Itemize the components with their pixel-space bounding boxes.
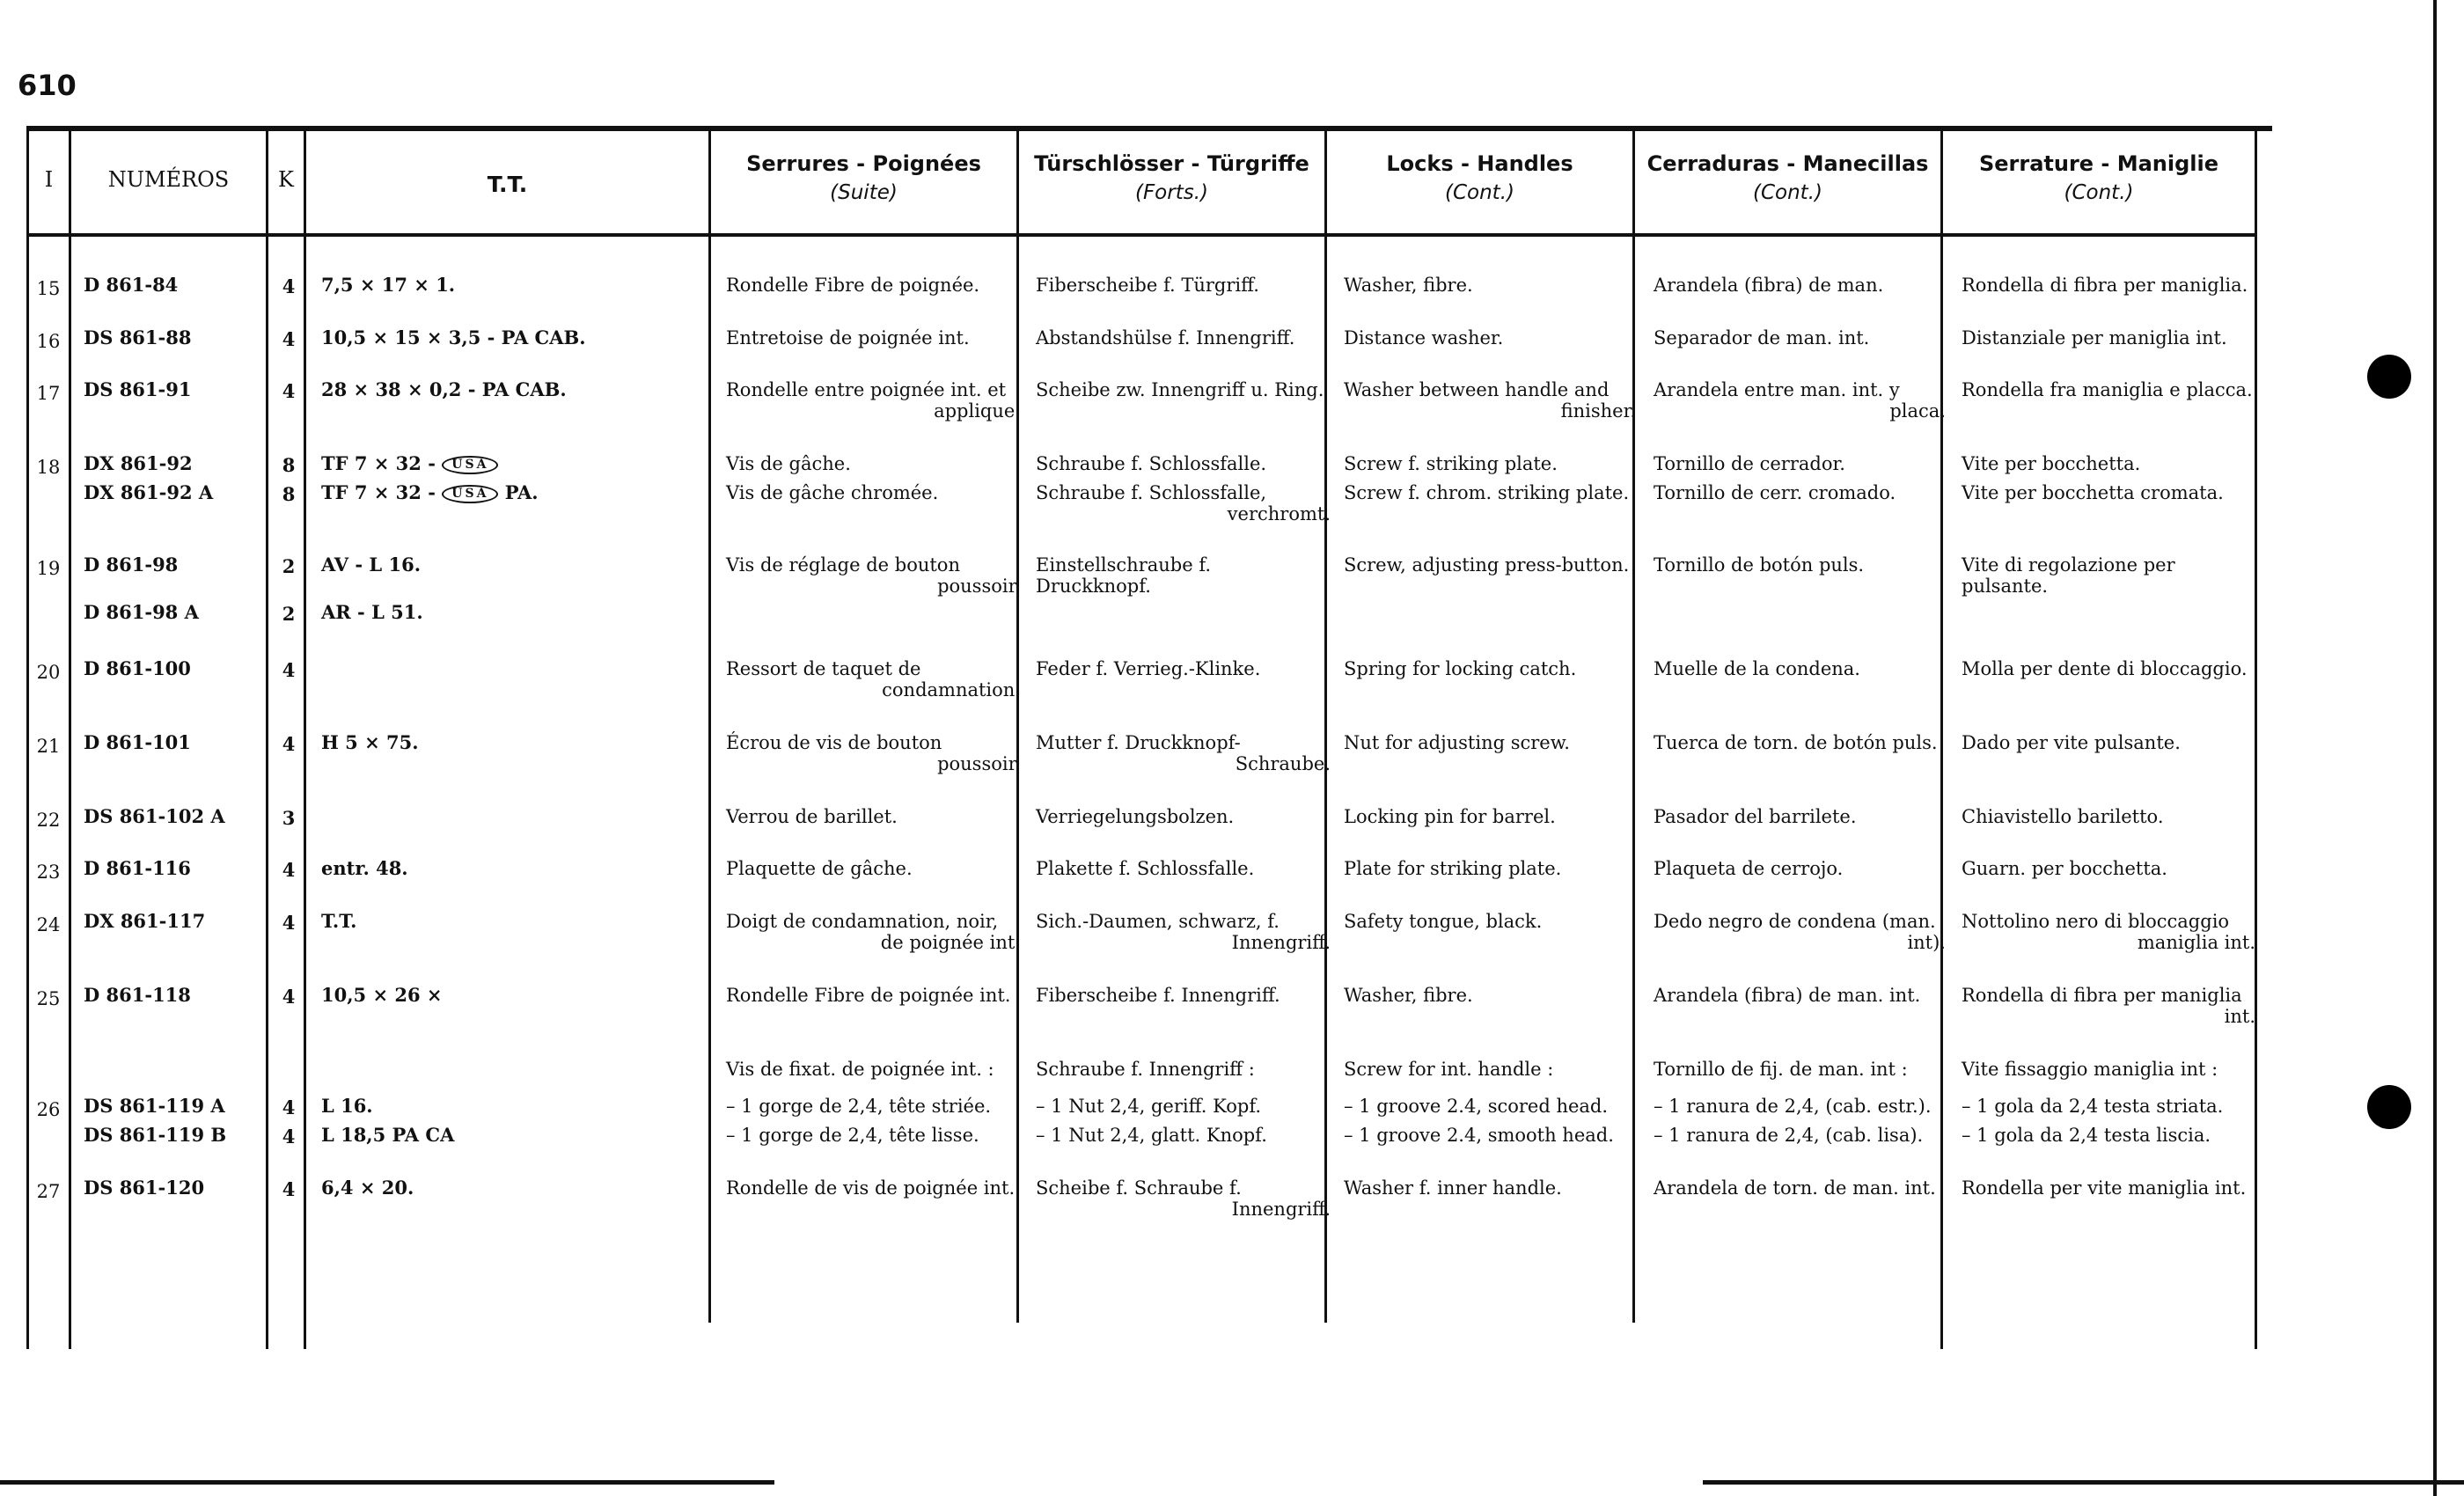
quantity-k: 4 (282, 380, 296, 402)
header-it-title: Serrature - Maniglie (1978, 151, 2219, 176)
quantity-k: 4 (282, 328, 296, 350)
desc-it-line: Vite per bocchetta. (1962, 453, 2141, 474)
quantity-k: 4 (282, 659, 296, 681)
header-numeros: NUMÉROS (107, 167, 230, 192)
desc-en-line: Screw f. chrom. striking plate. (1344, 482, 1630, 503)
row-index: 19 (36, 558, 61, 579)
desc-es-line: Arandela (fibra) de man. int. (1654, 985, 1921, 1006)
desc-it-line: Vite fissaggio maniglia int : (1962, 1059, 2218, 1080)
desc-de (1036, 1059, 1331, 1080)
desc-de-line: Verriegelungsbolzen. (1036, 806, 1235, 827)
row-index: 26 (36, 1099, 61, 1120)
header-en (1327, 151, 1632, 204)
desc-de (1036, 658, 1331, 679)
desc-es (1654, 327, 1946, 348)
usa-mark: USA (442, 456, 498, 474)
desc-fr (726, 911, 1021, 953)
quantity-k: 8 (282, 483, 296, 505)
desc-de-line: Feder f. Verrieg.-Klinke. (1036, 658, 1261, 679)
desc-es (1654, 1096, 1946, 1117)
desc-fr-line: Plaquette de gâche. (726, 858, 913, 879)
desc-de-line: Innengriff. (1231, 932, 1331, 953)
part-number: DS 861-88 (84, 326, 192, 348)
desc-fr-line: Rondelle entre poignée int. et (726, 379, 1007, 400)
desc-en-line: Screw f. striking plate. (1344, 453, 1558, 474)
tt-spec (321, 453, 708, 474)
row-index: 20 (36, 662, 61, 683)
desc-it (1962, 911, 2255, 953)
desc-de-line: Mutter f. Druckknopf- (1036, 732, 1241, 753)
part-number: D 861-101 (84, 731, 191, 753)
column-line (69, 126, 71, 1349)
desc-en (1344, 732, 1636, 753)
desc-en-line: Screw, adjusting press-button. (1344, 554, 1630, 576)
desc-en-line: Spring for locking catch. (1344, 658, 1577, 679)
desc-de-line: Scheibe zw. Innengriff u. Ring. (1036, 379, 1324, 400)
quantity-k: 4 (282, 986, 296, 1008)
desc-en (1344, 1125, 1636, 1146)
desc-fr-line: Rondelle de vis de poignée int. (726, 1177, 1016, 1199)
quantity-k: 4 (282, 912, 296, 934)
desc-en-line: Nut for adjusting screw. (1344, 732, 1570, 753)
desc-en-line: – 1 groove 2.4, smooth head. (1344, 1125, 1614, 1146)
desc-de (1036, 1177, 1331, 1220)
tt-spec: H 5 × 75. (321, 731, 419, 753)
header-it-sub: (Cont.) (2064, 181, 2134, 204)
desc-de-line: verchromt. (1227, 503, 1331, 524)
desc-en-line: finisher. (1560, 400, 1636, 422)
tt-spec: AR - L 51. (321, 601, 423, 623)
desc-de (1036, 327, 1331, 348)
desc-it-line: Guarn. per bocchetta. (1962, 858, 2167, 879)
desc-it-line: Dado per vite pulsante. (1962, 732, 2181, 753)
desc-de (1036, 554, 1331, 597)
desc-es (1654, 732, 1946, 753)
desc-it-line: Rondella per vite maniglia int. (1962, 1177, 2247, 1199)
desc-it-line: Distanziale per maniglia int. (1962, 327, 2227, 348)
desc-fr (726, 379, 1021, 422)
bottom-rule-right (1703, 1480, 2464, 1485)
desc-fr-line: Vis de fixat. de poignée int. : (726, 1059, 994, 1080)
quantity-k: 4 (282, 733, 296, 755)
desc-fr-line: Ressort de taquet de (726, 658, 921, 679)
desc-es (1654, 658, 1946, 679)
desc-es (1654, 482, 1946, 503)
desc-es (1654, 858, 1946, 879)
right-edge-rule (2433, 0, 2437, 1496)
desc-es (1654, 1125, 1946, 1146)
desc-it-line: maniglia int. (2137, 932, 2255, 953)
row-index: 23 (36, 862, 61, 883)
desc-es (1654, 554, 1946, 576)
desc-es-line: Arandela entre man. int. y (1654, 379, 1900, 400)
desc-en (1344, 453, 1636, 474)
desc-fr (726, 806, 1021, 827)
tt-spec: 7,5 × 17 × 1. (321, 274, 456, 296)
desc-fr (726, 1059, 1021, 1080)
desc-es-line: Separador de man. int. (1654, 327, 1870, 348)
tt-spec-text: TF 7 × 32 - (321, 481, 436, 503)
header-es-title: Cerraduras - Manecillas (1646, 151, 1929, 176)
desc-es (1654, 379, 1946, 422)
desc-it-line: Molla per dente di bloccaggio. (1962, 658, 2248, 679)
row-index: 17 (36, 383, 61, 404)
desc-de-line: Fiberscheibe f. Türgriff. (1036, 275, 1259, 296)
tt-spec: 10,5 × 15 × 3,5 - PA CAB. (321, 326, 586, 348)
desc-fr (726, 732, 1021, 774)
desc-it (1962, 1177, 2255, 1199)
desc-it-line: Nottolino nero di bloccaggio (1962, 911, 2230, 932)
desc-fr (726, 1096, 1021, 1117)
desc-fr (726, 275, 1021, 296)
binder-hole-mark (2367, 1085, 2411, 1129)
desc-it (1962, 858, 2255, 879)
desc-it-line: Rondella di fibra per maniglia (1962, 985, 2242, 1006)
row-index: 15 (36, 278, 61, 299)
desc-fr (726, 453, 1021, 474)
usa-mark: USA (442, 485, 498, 503)
tt-spec-suffix: PA. (498, 481, 539, 503)
desc-en-line: Washer f. inner handle. (1344, 1177, 1562, 1199)
desc-en-line: Washer, fibre. (1344, 275, 1473, 296)
header-de-title: Türschlösser - Türgriffe (1034, 151, 1309, 176)
part-number: D 861-116 (84, 857, 191, 879)
desc-es (1654, 806, 1946, 827)
quantity-k: 8 (282, 454, 296, 476)
desc-it-line: – 1 gola da 2,4 testa liscia. (1962, 1125, 2211, 1146)
desc-de (1036, 806, 1331, 827)
desc-fr-line: Rondelle Fibre de poignée int. (726, 985, 1011, 1006)
desc-es-line: Tornillo de cerrador. (1654, 453, 1845, 474)
quantity-k: 4 (282, 1096, 296, 1118)
quantity-k: 2 (282, 555, 296, 577)
row-index: 24 (36, 914, 61, 935)
tt-spec: L 18,5 PA CA (321, 1124, 455, 1146)
header-de-sub: (Forts.) (1134, 181, 1208, 204)
desc-en (1344, 1096, 1636, 1117)
tt-spec-text: TF 7 × 32 - (321, 452, 436, 474)
desc-fr-line: Vis de réglage de bouton (726, 554, 960, 576)
desc-en (1344, 858, 1636, 879)
desc-de-line: Sich.-Daumen, schwarz, f. (1036, 911, 1280, 932)
desc-it (1962, 732, 2255, 753)
header-de (1019, 151, 1324, 204)
desc-de-line: Innengriff. (1231, 1199, 1331, 1220)
desc-fr-line: de poignée int. (880, 932, 1021, 953)
quantity-k: 4 (282, 1126, 296, 1148)
desc-es-line: Tornillo de fij. de man. int : (1654, 1059, 1908, 1080)
column-line (304, 126, 306, 1349)
desc-de (1036, 275, 1331, 296)
desc-fr-line: poussoir. (937, 576, 1021, 597)
desc-it-line: – 1 gola da 2,4 testa striata. (1962, 1096, 2224, 1117)
desc-de-line: Schraube f. Schlossfalle. (1036, 453, 1267, 474)
desc-it (1962, 806, 2255, 827)
page-number: 610 (18, 69, 77, 102)
desc-fr (726, 985, 1021, 1006)
desc-it (1962, 275, 2255, 296)
desc-it-line: Chiavistello bariletto. (1962, 806, 2164, 827)
desc-de (1036, 858, 1331, 879)
desc-fr-line: condamnation. (882, 679, 1021, 700)
bottom-rule-left (0, 1480, 774, 1485)
part-number: DS 861-119 A (84, 1095, 225, 1117)
quantity-k: 2 (282, 603, 296, 625)
desc-en-line: Washer, fibre. (1344, 985, 1473, 1006)
quantity-k: 3 (282, 807, 296, 829)
desc-es-line: Dedo negro de condena (man. (1654, 911, 1936, 932)
desc-es-line: Pasador del barrilete. (1654, 806, 1857, 827)
desc-de (1036, 1096, 1331, 1117)
desc-en (1344, 1059, 1636, 1080)
row-index: 25 (36, 988, 61, 1009)
column-line (266, 126, 268, 1349)
tt-spec: AV - L 16. (321, 554, 422, 576)
part-number: D 861-84 (84, 274, 179, 296)
desc-fr (726, 554, 1021, 597)
desc-es-line: int). (1907, 932, 1946, 953)
tt-spec: 10,5 × 26 × (321, 984, 443, 1006)
desc-en (1344, 911, 1636, 932)
desc-it (1962, 327, 2255, 348)
header-index: I (44, 167, 54, 192)
desc-it (1962, 554, 2255, 597)
desc-fr (726, 658, 1021, 700)
header-en-title: Locks - Handles (1386, 151, 1573, 176)
part-number: D 861-98 (84, 554, 179, 576)
part-number: D 861-100 (84, 657, 191, 679)
desc-en-line: Distance washer. (1344, 327, 1504, 348)
desc-es-line: – 1 ranura de 2,4, (cab. lisa). (1654, 1125, 1924, 1146)
top-rule (26, 126, 2272, 131)
desc-it (1962, 658, 2255, 679)
part-number: D 861-118 (84, 984, 191, 1006)
desc-de-line: Schraube f. Innengriff : (1036, 1059, 1255, 1080)
desc-de-line: Schraube f. Schlossfalle, (1036, 482, 1267, 503)
desc-fr (726, 1177, 1021, 1199)
header-fr-sub: (Suite) (830, 181, 898, 204)
desc-de-line: Einstellschraube f. Druckknopf. (1036, 554, 1212, 597)
quantity-k: 4 (282, 1178, 296, 1200)
desc-fr-line: – 1 gorge de 2,4, tête striée. (726, 1096, 992, 1117)
tt-spec: entr. 48. (321, 857, 408, 879)
desc-it (1962, 453, 2255, 474)
row-index: 21 (36, 736, 61, 757)
desc-de (1036, 985, 1331, 1006)
desc-it-line: Vite per bocchetta cromata. (1962, 482, 2224, 503)
desc-es (1654, 1059, 1946, 1080)
header-es-sub: (Cont.) (1753, 181, 1822, 204)
desc-es (1654, 911, 1946, 953)
desc-fr (726, 327, 1021, 348)
part-number: DX 861-92 (84, 452, 193, 474)
column-line (26, 126, 29, 1349)
row-index: 18 (36, 457, 61, 478)
part-number: DS 861-120 (84, 1177, 205, 1199)
desc-en (1344, 379, 1636, 422)
desc-en (1344, 327, 1636, 348)
desc-fr (726, 1125, 1021, 1146)
part-number: DX 861-92 A (84, 481, 214, 503)
desc-fr-line: Rondelle Fibre de poignée. (726, 275, 980, 296)
desc-it-line: Rondella fra maniglia e placca. (1962, 379, 2253, 400)
header-fr (711, 151, 1016, 204)
header-it (1943, 151, 2255, 204)
desc-es (1654, 275, 1946, 296)
desc-en (1344, 554, 1636, 576)
desc-de-line: – 1 Nut 2,4, glatt. Knopf. (1036, 1125, 1267, 1146)
desc-es-line: Plaqueta de cerrojo. (1654, 858, 1844, 879)
desc-en-line: Plate for striking plate. (1344, 858, 1562, 879)
desc-es-line: Muelle de la condena. (1654, 658, 1860, 679)
binder-hole-mark (2367, 355, 2411, 399)
desc-de (1036, 453, 1331, 474)
desc-it-line: Rondella di fibra per maniglia. (1962, 275, 2248, 296)
desc-fr-line: – 1 gorge de 2,4, tête lisse. (726, 1125, 979, 1146)
desc-it (1962, 1059, 2255, 1080)
desc-es-line: placa. (1889, 400, 1946, 422)
desc-es (1654, 985, 1946, 1006)
row-index: 16 (36, 331, 61, 352)
desc-de-line: Fiberscheibe f. Innengriff. (1036, 985, 1280, 1006)
desc-es-line: Arandela de torn. de man. int. (1654, 1177, 1936, 1199)
desc-de (1036, 732, 1331, 774)
column-line (708, 126, 711, 1323)
desc-fr-line: poussoir. (937, 753, 1021, 774)
desc-en-line: Washer between handle and (1344, 379, 1610, 400)
tt-spec (321, 482, 708, 503)
desc-fr (726, 858, 1021, 879)
desc-fr (726, 482, 1021, 503)
desc-es-line: Tuerca de torn. de botón puls. (1654, 732, 1938, 753)
desc-de-line: – 1 Nut 2,4, geriff. Kopf. (1036, 1096, 1262, 1117)
desc-es-line: Tornillo de botón puls. (1654, 554, 1865, 576)
desc-it (1962, 482, 2255, 503)
quantity-k: 4 (282, 275, 296, 297)
desc-it (1962, 379, 2255, 400)
desc-de (1036, 911, 1331, 953)
desc-it (1962, 1125, 2255, 1146)
header-fr-title: Serrures - Poignées (746, 151, 981, 176)
desc-en (1344, 985, 1636, 1006)
desc-es (1654, 453, 1946, 474)
header-tt: T.T. (487, 172, 528, 197)
part-number: DS 861-119 B (84, 1124, 227, 1146)
desc-fr-line: Écrou de vis de bouton (726, 732, 942, 753)
desc-de-line: Abstandshülse f. Innengriff. (1036, 327, 1295, 348)
desc-es-line: – 1 ranura de 2,4, (cab. estr.). (1654, 1096, 1932, 1117)
desc-en (1344, 482, 1636, 503)
header-en-sub: (Cont.) (1445, 181, 1514, 204)
desc-it-line: Vite di regolazione per pulsante. (1962, 554, 2175, 597)
desc-fr-line: Doigt de condamnation, noir, (726, 911, 999, 932)
tt-spec: 28 × 38 × 0,2 - PA CAB. (321, 378, 567, 400)
header-rule (26, 233, 2257, 237)
desc-en (1344, 275, 1636, 296)
desc-fr-line: Verrou de barillet. (726, 806, 898, 827)
part-number: DS 861-91 (84, 378, 192, 400)
desc-de (1036, 482, 1331, 524)
desc-de-line: Plakette f. Schlossfalle. (1036, 858, 1255, 879)
tt-spec: T.T. (321, 910, 357, 932)
desc-es-line: Tornillo de cerr. cromado. (1654, 482, 1896, 503)
desc-en-line: Locking pin for barrel. (1344, 806, 1556, 827)
desc-fr-line: applique. (934, 400, 1021, 422)
quantity-k: 4 (282, 859, 296, 881)
desc-de (1036, 1125, 1331, 1146)
desc-fr-line: Vis de gâche chromée. (726, 482, 939, 503)
desc-fr-line: Vis de gâche. (726, 453, 851, 474)
desc-en (1344, 658, 1636, 679)
part-number: DS 861-102 A (84, 805, 225, 827)
desc-en (1344, 806, 1636, 827)
desc-en-line: Screw for int. handle : (1344, 1059, 1554, 1080)
desc-de (1036, 379, 1331, 400)
desc-es (1654, 1177, 1946, 1199)
row-index: 27 (36, 1181, 61, 1202)
header-k: K (278, 167, 294, 192)
part-number: DX 861-117 (84, 910, 206, 932)
row-index: 22 (36, 810, 61, 831)
desc-it-line: int. (2224, 1006, 2255, 1027)
desc-es-line: Arandela (fibra) de man. (1654, 275, 1884, 296)
desc-fr-line: Entretoise de poignée int. (726, 327, 970, 348)
desc-de-line: Scheibe f. Schraube f. (1036, 1177, 1242, 1199)
desc-it (1962, 1096, 2255, 1117)
part-number: D 861-98 A (84, 601, 199, 623)
header-es (1635, 151, 1940, 204)
desc-en-line: – 1 groove 2.4, scored head. (1344, 1096, 1609, 1117)
desc-en (1344, 1177, 1636, 1199)
tt-spec: 6,4 × 20. (321, 1177, 414, 1199)
desc-de-line: Schraube. (1235, 753, 1331, 774)
desc-it (1962, 985, 2255, 1027)
tt-spec: L 16. (321, 1095, 373, 1117)
desc-en-line: Safety tongue, black. (1344, 911, 1543, 932)
